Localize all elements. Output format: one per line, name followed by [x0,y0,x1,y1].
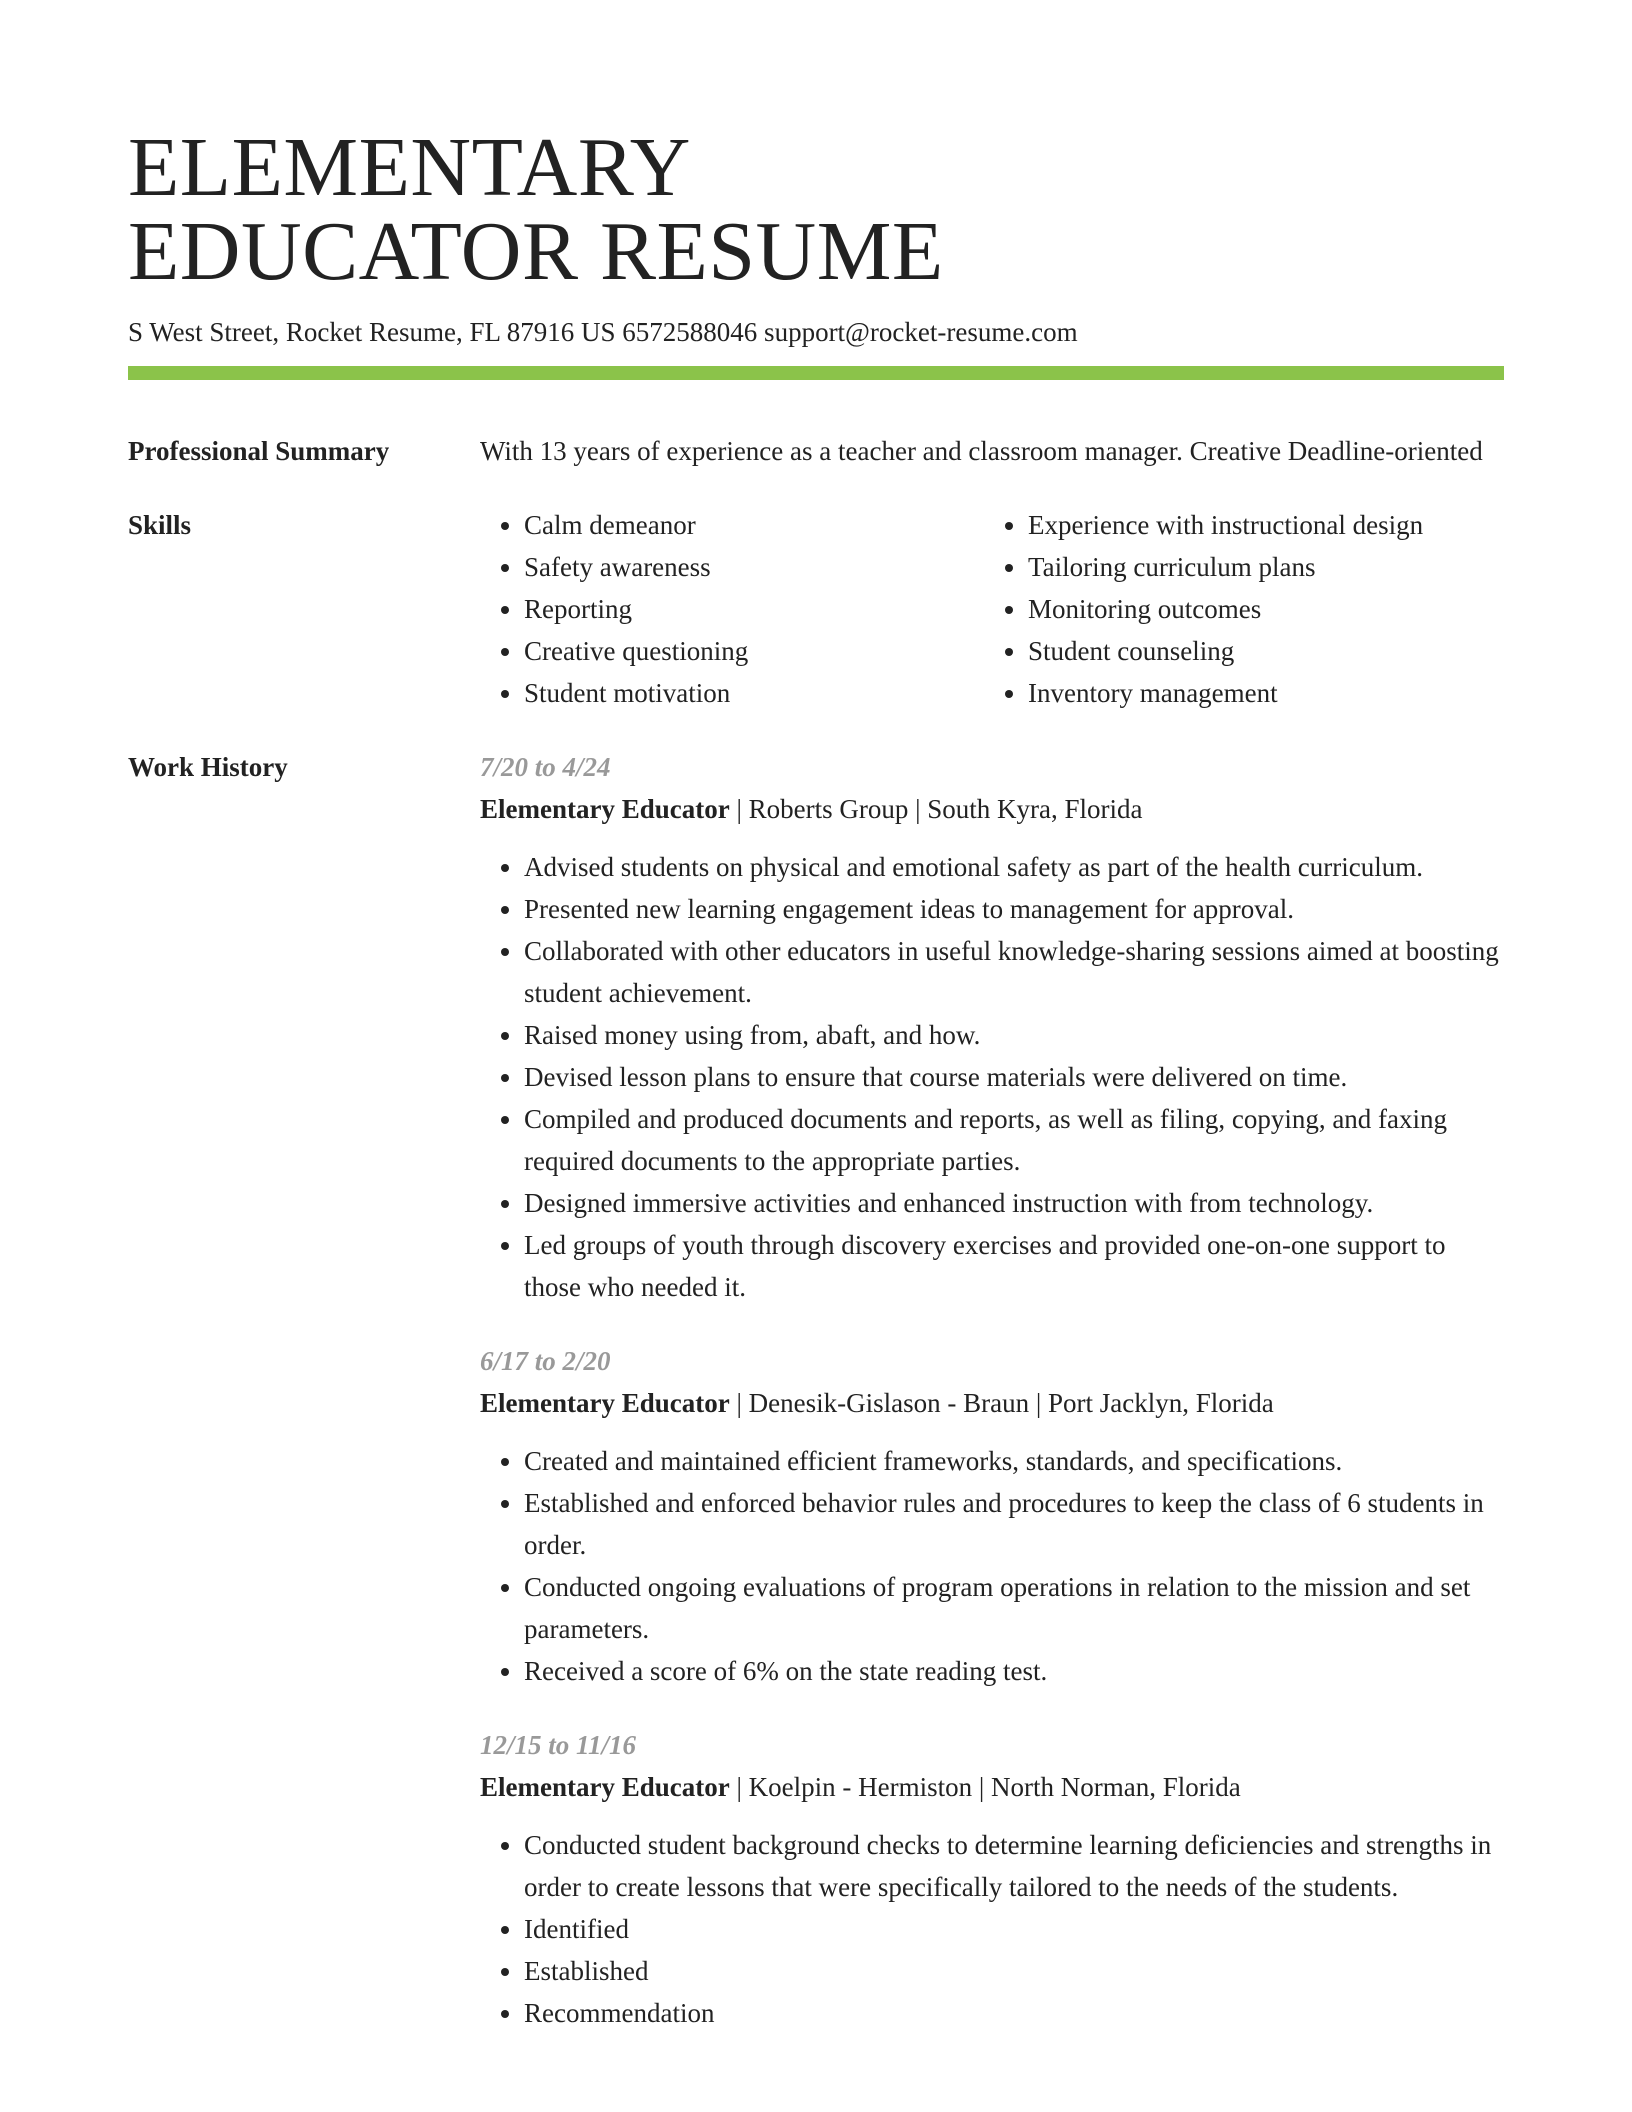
skill-item: • Monitoring outcomes [1028,588,1488,630]
job-title: Elementary Educator [480,794,730,824]
job-separator: | [729,794,749,824]
job-entry [480,746,1504,1308]
job-bullets [480,846,1504,1308]
skill-item: • Student motivation [524,672,984,714]
title-line-1: ELEMENTARY [128,121,691,214]
skill-item: • Student counseling [1028,630,1488,672]
job-heading [480,788,1504,830]
job-entry [480,1340,1504,1692]
skill-item: • Inventory management [1028,672,1488,714]
job-bullet: • Established [524,1950,1504,1992]
job-title: Elementary Educator [480,1772,730,1802]
job-company: Denesik-Gislason - Braun [748,1388,1030,1418]
job-entry [480,1724,1504,2034]
skills-label: Skills [128,510,192,540]
accent-divider [128,366,1504,380]
job-separator: | [908,794,928,824]
job-bullets [480,1440,1504,1692]
skills-columns [480,504,1504,714]
job-bullet: • Raised money using from, abaft, and how. [524,1014,1504,1056]
summary-text: With 13 years of experience as a teacher and classroom manager. Creative Deadline-oriented [480,436,1483,466]
job-bullets [480,1824,1504,2034]
resume-page [128,121,1504,2034]
job-location: Port Jacklyn, Florida [1047,1388,1274,1418]
job-bullet: • Presented new learning engagement ideas to management for approval. [524,888,1504,930]
job-title: Elementary Educator [480,1388,730,1418]
skills-list-right [984,504,1488,714]
job-heading [480,1382,1504,1424]
job-bullet: • Collaborated with other educators in useful knowledge-sharing sessions aimed at boosting student achievement. [524,930,1504,1014]
skills-column-right [984,504,1488,714]
skill-item: • Tailoring curriculum plans [1028,546,1488,588]
job-dates: 7/20 to 4/24 [480,752,611,782]
job-bullet: • Conducted ongoing evaluations of program operations in relation to the mission and set parameters. [524,1566,1504,1650]
job-bullet: • Led groups of youth through discovery exercises and provided one-on-one support to those who needed it. [524,1224,1504,1308]
job-bullet: • Compiled and produced documents and reports, as well as filing, copying, and faxing required documents to the appropriate parties. [524,1098,1504,1182]
job-separator: | [729,1772,749,1802]
job-separator: | [729,1388,749,1418]
skills-section [128,504,1504,714]
job-separator: | [972,1772,991,1802]
work-history-body [480,746,1504,2034]
summary-label: Professional Summary [128,436,390,466]
skill-item: • Creative questioning [524,630,984,672]
job-dates: 6/17 to 2/20 [480,1346,611,1376]
job-dates: 12/15 to 11/16 [480,1730,637,1760]
job-bullet: • Advised students on physical and emotional safety as part of the health curriculum. [524,846,1504,888]
job-bullet: • Recommendation [524,1992,1504,2034]
summary-section [128,430,1504,472]
job-location: South Kyra, Florida [927,794,1143,824]
job-company: Roberts Group [748,794,909,824]
job-separator: | [1029,1388,1048,1418]
title-line-2: EDUCATOR RESUME [128,205,944,298]
job-bullet: • Established and enforced behavior rules and procedures to keep the class of 6 students in order. [524,1482,1504,1566]
job-bullet: • Devised lesson plans to ensure that course materials were delivered on time. [524,1056,1504,1098]
job-bullet: • Created and maintained efficient frameworks, standards, and specifications. [524,1440,1504,1482]
job-bullet: • Conducted student background checks to determine learning deficiencies and strengths in order to create lessons that were specifically tailored to the needs of the students. [524,1824,1504,1908]
skill-item: • Safety awareness [524,546,984,588]
job-heading [480,1766,1504,1808]
job-bullet: • Identified [524,1908,1504,1950]
job-bullet: • Designed immersive activities and enhanced instruction with from technology. [524,1182,1504,1224]
skill-item: • Experience with instructional design [1028,504,1488,546]
work-history-section [128,746,1504,2034]
contact-info: S West Street, Rocket Resume, FL 87916 US 6572588046 support@rocket-resume.com [128,317,1078,347]
work-history-label: Work History [128,752,288,782]
skills-list-left [480,504,984,714]
job-location: North Norman, Florida [991,1772,1241,1802]
job-bullet: • Received a score of 6% on the state reading test. [524,1650,1504,1692]
page-title [128,121,1504,298]
job-company: Koelpin - Hermiston [748,1772,973,1802]
skills-column-left [480,504,984,714]
skills-body [480,504,1504,714]
skill-item: • Calm demeanor [524,504,984,546]
skill-item: • Reporting [524,588,984,630]
